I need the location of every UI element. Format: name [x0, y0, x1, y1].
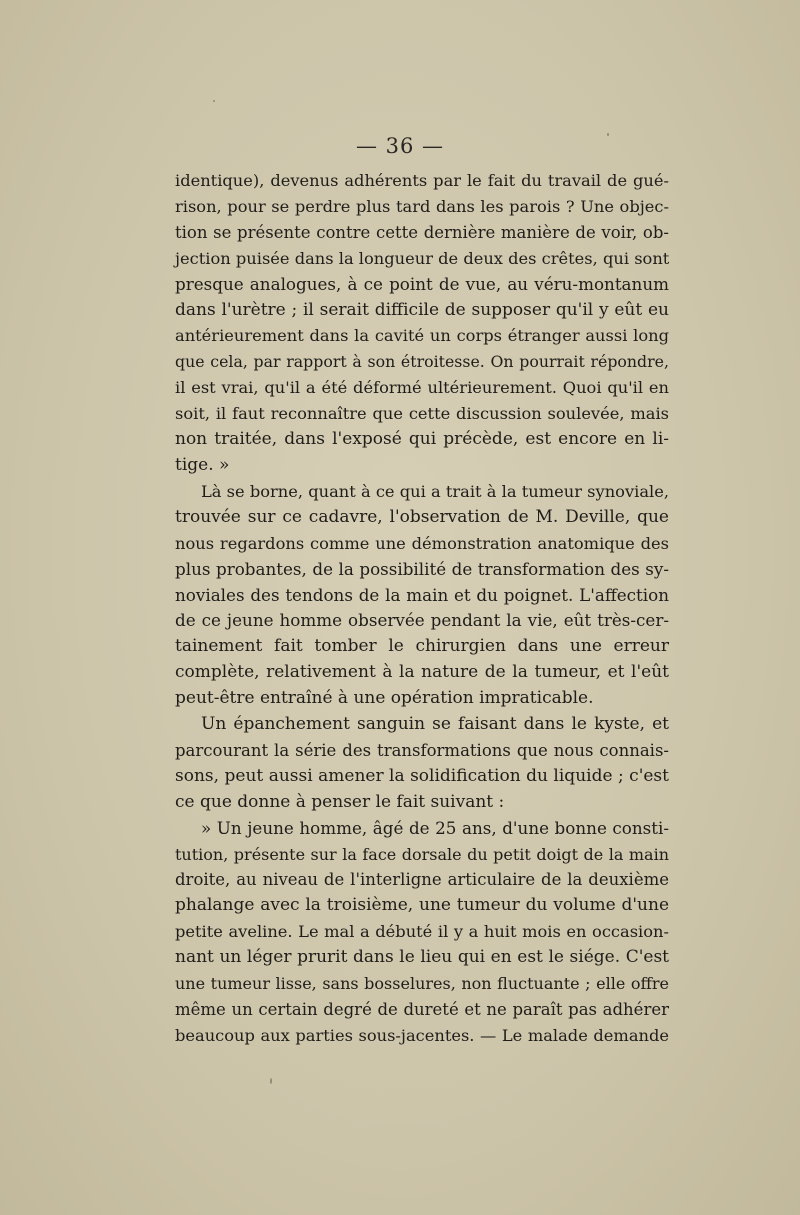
text-line: antérieurement dans la cavité un corps étranger aussi long	[175, 326, 669, 346]
text-line: que cela, par rapport à son étroitesse. On pourrait répondre,	[175, 352, 669, 372]
text-line: il est vrai, qu'il a été déformé ultérieurement. Quoi qu'il en	[175, 378, 669, 398]
body-text	[175, 168, 669, 1049]
text-line: trouvée sur ce cadavre, l'observation de M. Deville, que	[175, 506, 669, 527]
text-line: petite aveline. Le mal a débuté il y a huit mois en occasion-	[175, 922, 669, 942]
text-line: parcourant la série des transformations que nous connais-	[175, 740, 669, 760]
text-line: droite, au niveau de l'interligne articulaire de la deuxième	[175, 870, 669, 890]
text-line: sons, peut aussi amener la solidification du liquide ; c'est	[175, 765, 669, 786]
text-line: rison, pour se perdre plus tard dans les parois ? Une objec-	[175, 196, 669, 216]
text-line: complète, relativement à la nature de la tumeur, et l'eût	[175, 662, 669, 683]
text-line: plus probantes, de la possibilité de transformation des sy-	[175, 558, 669, 579]
text-line: même un certain degré de dureté et ne paraît pas adhérer	[175, 1000, 669, 1019]
text-line: nous regardons comme une démonstration anatomique des	[175, 533, 669, 553]
text-line: identique), devenus adhérents par le fait du travail de gué-	[175, 171, 669, 190]
text-line: noviales des tendons de la main et du poignet. L'affection	[175, 584, 669, 605]
text-line: peut-être entraîné à une opération impraticable.	[175, 688, 594, 709]
page-number: — 36 —	[355, 134, 445, 158]
paper-speck	[213, 100, 215, 102]
text-line: non traitée, dans l'exposé qui précède, est encore en li-	[175, 429, 669, 450]
text-line: presque analogues, à ce point de vue, au véru-montanum	[175, 273, 669, 294]
text-line: soit, il faut reconnaître que cette discussion soulevée, mais	[175, 404, 669, 424]
text-line: ce que donne à penser le fait suivant :	[175, 791, 505, 812]
text-line: nant un léger prurit dans le lieu qui en est le siége. C'est	[175, 947, 669, 968]
text-line: Là se borne, quant à ce qui a trait à la tumeur synoviale,	[201, 481, 669, 501]
text-line: tige. »	[175, 454, 230, 475]
text-line: beaucoup aux parties sous-jacentes. — Le malade demande	[175, 1025, 669, 1045]
text-line: dans l'urètre ; il serait difficile de supposer qu'il y eût eu	[175, 299, 669, 320]
text-line: de ce jeune homme observée pendant la vie, eût très-cer-	[175, 610, 669, 631]
text-line: » Un jeune homme, âgé de 25 ans, d'une bonne consti-	[201, 817, 669, 838]
text-line: Un épanchement sanguin se faisant dans le kyste, et	[201, 714, 669, 735]
text-line: tainement fait tomber le chirurgien dans une erreur	[175, 636, 669, 657]
paper-speck	[270, 1078, 272, 1084]
paper-speck	[607, 133, 609, 136]
text-line: jection puisée dans la longueur de deux des crêtes, qui sont	[175, 248, 670, 268]
text-line: phalange avec la troisième, une tumeur du volume d'une	[175, 895, 669, 916]
text-line: tution, présente sur la face dorsale du petit doigt de la main	[175, 844, 669, 864]
text-line: tion se présente contre cette dernière manière de voir, ob-	[175, 222, 669, 242]
text-line: une tumeur lisse, sans bosselures, non fluctuante ; elle offre	[175, 974, 669, 994]
